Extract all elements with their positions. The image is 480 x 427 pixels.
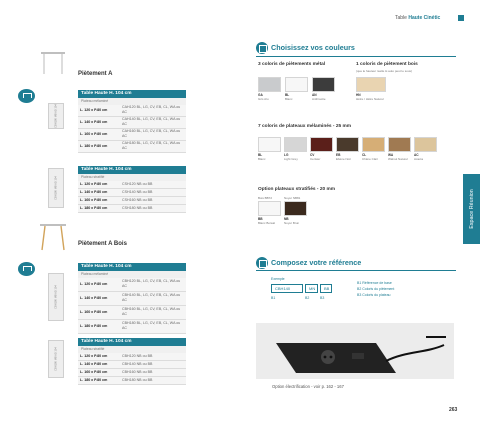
swatch-code: WA: [388, 153, 394, 157]
swatch-code: GA: [258, 93, 263, 97]
swatch-code: CL: [362, 153, 367, 157]
option-label: Option électrification - voir p. 162 - 167: [272, 384, 344, 389]
thumbnail: CBH180 MB AD 104: [48, 273, 64, 321]
swatch-name: Blanc: [258, 157, 266, 161]
side-tab[interactable]: [463, 174, 480, 244]
swatch-melamine-cl[interactable]: [362, 137, 385, 152]
swatch-strat-nb[interactable]: [284, 201, 307, 216]
ref-tag: B2: [305, 296, 310, 300]
swatch-melamine-eb[interactable]: [336, 137, 359, 152]
section-subheading: Plateau mélaminé: [78, 271, 186, 278]
ref-tag: B1: [271, 296, 276, 300]
swatch-bois-hn[interactable]: [356, 77, 386, 92]
section-heading: Table Haute H. 104 cm: [78, 90, 186, 98]
swatch-code: NB: [284, 217, 289, 221]
pietement-a-bois-title: Piètement A Bois: [78, 241, 127, 247]
swatch-code: CV: [310, 153, 315, 157]
table-row: L. 180 x P.80 cm CSH180 NB ou BB: [78, 205, 186, 213]
swatch-name: Blanc Boréal: [258, 221, 276, 225]
table-row: L. 140 x P.80 cm CBH140 BL, LG, CV, EB, CL, WA ou AC: [78, 292, 186, 306]
section-subheading: Plateau mélaminé: [78, 98, 186, 105]
swatch-name: Acacia: [414, 157, 424, 161]
swatch-name: Noyer Brun: [284, 221, 300, 225]
swatch-tag: Noyer NB81: [284, 196, 301, 200]
table-row: L. 180 x P.80 cm CBH180 BL, LG, CV, EB, CL, WA ou AC: [78, 320, 186, 334]
header-square-icon: [458, 15, 464, 21]
melamine-title: 7 coloris de plateaux mélaminés - 25 mm: [258, 124, 352, 129]
swatch-metal-ga[interactable]: [258, 77, 281, 92]
swatch-melamine-wa[interactable]: [388, 137, 411, 152]
swatch-code: AC: [414, 153, 419, 157]
pietement-a-bois-drawing: [38, 222, 68, 252]
metal-title: 3 coloris de piètements métal: [258, 62, 326, 67]
swatch-melamine-bl[interactable]: [258, 137, 281, 152]
colors-title: Choisissez vos couleurs: [271, 43, 355, 52]
thumbnail: CBH180 MB AD 104: [48, 168, 64, 208]
electrification-photo: [256, 323, 454, 379]
section-heading: Table Haute H. 104 cm: [78, 338, 186, 346]
swatch-code: BB: [258, 217, 263, 221]
legend-item: B2 Coloris du piètement: [357, 287, 395, 291]
swatch-melamine-cv[interactable]: [310, 137, 333, 152]
section-heading: Table Haute H. 104 cm: [78, 263, 186, 271]
section-heading: Table Haute H. 104 cm: [78, 166, 186, 174]
swatch-name: Gris Alu: [258, 97, 269, 101]
table-row: L. 120 x P.80 cm CSH120 NB ou BB: [78, 181, 186, 189]
palette-icon: [256, 42, 268, 54]
ref-part-3: BB: [320, 284, 332, 293]
swatch-name: Blanc: [285, 97, 293, 101]
legend-item: B1 Référence de base: [357, 281, 392, 285]
table-row: L. 180 x P.80 cm CAH180 BL, LG, CV, EB, CL, WA ou AC: [78, 141, 186, 153]
thumbnail: CBH180 MB AD 104: [48, 103, 64, 129]
page-number: 263: [449, 407, 458, 413]
swatch-code: HN: [356, 93, 361, 97]
pietement-a-title: Piètement A: [78, 71, 113, 77]
ref-tag: B3: [320, 296, 325, 300]
thumbnail: CBH180 MB AD 104: [48, 340, 64, 378]
ref-part-2: MN: [305, 284, 318, 293]
swatch-strat-bb[interactable]: [258, 201, 281, 216]
swatch-name: Anthracite: [312, 97, 326, 101]
table-row: L. 180 x P.80 cm CBH180 NB ou BB: [78, 377, 186, 385]
pietement-a-drawing: [38, 50, 68, 76]
table-icon: [18, 89, 35, 103]
example-label: Exemple: [271, 277, 285, 281]
reference-title: Composez votre référence: [271, 258, 362, 267]
divider: [256, 56, 456, 57]
pencil-icon: [256, 257, 268, 269]
swatch-code: LG: [284, 153, 289, 157]
header-title: Table Haute Cinétic: [395, 15, 441, 21]
table-row: L. 120 x P.80 cm CAH120 BL, LG, CV, EB, CL, WA ou AC: [78, 105, 186, 117]
legend-item: B3 Coloris du plateau: [357, 293, 391, 297]
swatch-code: BL: [258, 153, 263, 157]
table-row: L. 160 x P.80 cm CBH160 NB ou BB: [78, 369, 186, 377]
table-row: L. 120 x P.80 cm CBH120 NB ou BB: [78, 353, 186, 361]
table-row: L. 160 x P.80 cm CAH160 BL, LG, CV, EB, CL, WA ou AC: [78, 129, 186, 141]
divider: [256, 270, 456, 271]
swatch-melamine-lg[interactable]: [284, 137, 307, 152]
section-subheading: Plateau stratifié: [78, 174, 186, 181]
table-row: L. 140 x P.80 cm CSH140 NB ou BB: [78, 189, 186, 197]
swatch-code: AN: [312, 93, 317, 97]
section-subheading: Plateau stratifié: [78, 346, 186, 353]
swatch-name: Light Grey: [284, 157, 298, 161]
swatch-code: BL: [285, 93, 290, 97]
swatch-tag: Bois BB72: [258, 196, 273, 200]
swatch-metal-bl[interactable]: [285, 77, 308, 92]
swatch-name: Hêtre / Hêtre Naturel: [356, 97, 384, 101]
table-row: L. 160 x P.80 cm CBH160 BL, LG, CV, EB, CL, WA ou AC: [78, 306, 186, 320]
swatch-name: Walnut Naturel: [388, 157, 408, 161]
swatch-melamine-ac[interactable]: [414, 137, 437, 152]
table-row: L. 160 x P.80 cm CSH160 NB ou BB: [78, 197, 186, 205]
swatch-name: Ebène Noir: [336, 157, 352, 161]
strat-title: Option plateaux stratifiés - 20 mm: [258, 187, 336, 192]
swatch-name: Chêne Clair: [362, 157, 378, 161]
swatch-metal-an[interactable]: [312, 77, 335, 92]
table-row: L. 120 x P.80 cm CBH120 BL, LG, CV, EB, CL, WA ou AC: [78, 278, 186, 292]
swatch-name: Cerisier: [310, 157, 321, 161]
side-tab-label: Espace Réunion: [468, 189, 475, 229]
bois-title: 1 coloris de piètement bois: [356, 62, 418, 67]
table-row: L. 140 x P.80 cm CBH140 NB ou BB: [78, 361, 186, 369]
swatch-code: EB: [336, 153, 341, 157]
bois-subtitle: (que le hauteur réelle H.auto peut le sous): [356, 69, 413, 73]
ref-part-1: CBH140: [271, 284, 303, 293]
table-icon: [18, 262, 35, 276]
table-row: L. 140 x P.80 cm CAH140 BL, LG, CV, EB, CL, WA ou AC: [78, 117, 186, 129]
